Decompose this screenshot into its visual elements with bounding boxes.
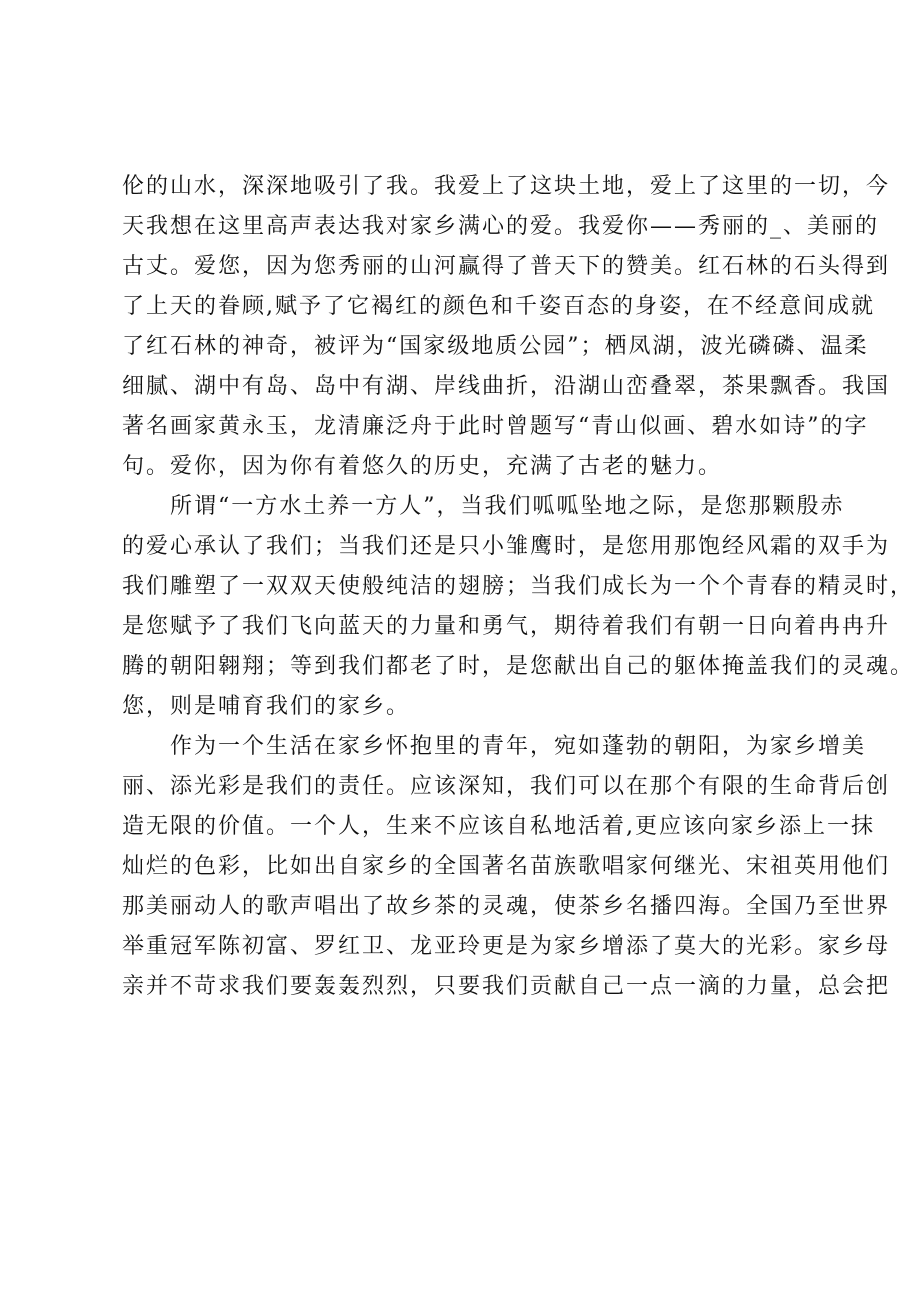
text-line: 了上天的眷顾,赋予了它褐红的颜色和千姿百态的身姿，在不经意间成就 bbox=[122, 294, 875, 319]
text-line: 那美丽动人的歌声唱出了故乡茶的灵魂，使茶乡名播四海。全国乃至世界 bbox=[122, 894, 891, 919]
text-line: 天我想在这里高声表达我对家乡满心的爱。我爱你——秀丽的_、美丽的 bbox=[122, 214, 880, 239]
paragraph-3 bbox=[122, 727, 891, 1007]
text-line: 您，则是哺育我们的家乡。 bbox=[122, 694, 411, 719]
text-line: 著名画家黄永玉，龙清廉泛舟于此时曾题写“青山似画、碧水如诗”的字 bbox=[122, 414, 869, 439]
text-line: 古丈。爱您，因为您秀丽的山河赢得了普天下的赞美。红石林的石头得到 bbox=[122, 254, 891, 279]
text-line: 造无限的价值。一个人，生来不应该自私地活着,更应该向家乡添上一抹 bbox=[122, 814, 875, 839]
body-text bbox=[122, 167, 915, 1007]
text-line: 是您赋予了我们飞向蓝天的力量和勇气，期待着我们有朝一日向着冉冉升 bbox=[122, 614, 891, 639]
paragraph-2 bbox=[122, 487, 915, 727]
text-line: 所谓“一方水土养一方人”，当我们呱呱坠地之际，是您那颗殷赤 bbox=[170, 494, 845, 519]
text-line: 作为一个生活在家乡怀抱里的青年，宛如蓬勃的朝阳，为家乡增美 bbox=[170, 734, 867, 759]
text-line: 的爱心承认了我们；当我们还是只小雏鹰时，是您用那饱经风霜的双手为 bbox=[122, 534, 891, 559]
text-line: 伦的山水，深深地吸引了我。我爱上了这块土地，爱上了这里的一切，今 bbox=[122, 174, 891, 199]
text-line: 细腻、湖中有岛、岛中有湖、岸线曲折，沿湖山峦叠翠，茶果飘香。我国 bbox=[122, 374, 891, 399]
text-line: 我们雕塑了一双双天使般纯洁的翅膀；当我们成长为一个个青春的精灵时， bbox=[122, 574, 915, 599]
text-line: 了红石林的神奇，被评为“国家级地质公园”；栖凤湖，波光磷磷、温柔 bbox=[122, 334, 869, 359]
text-line: 亲并不苛求我们要轰轰烈烈，只要我们贡献自己一点一滴的力量，总会把 bbox=[122, 974, 891, 999]
text-line: 灿烂的色彩，比如出自家乡的全国著名苗族歌唱家何继光、宋祖英用他们 bbox=[122, 854, 891, 879]
text-line: 丽、添光彩是我们的责任。应该深知，我们可以在那个有限的生命背后创 bbox=[122, 774, 891, 799]
paragraph-1 bbox=[122, 167, 891, 487]
text-line: 句。爱你，因为你有着悠久的历史，充满了古老的魅力。 bbox=[122, 454, 723, 479]
text-line: 举重冠军陈初富、罗红卫、龙亚玲更是为家乡增添了莫大的光彩。家乡母 bbox=[122, 934, 891, 959]
text-line: 腾的朝阳翱翔；等到我们都老了时，是您献出自己的躯体掩盖我们的灵魂。 bbox=[122, 654, 915, 679]
